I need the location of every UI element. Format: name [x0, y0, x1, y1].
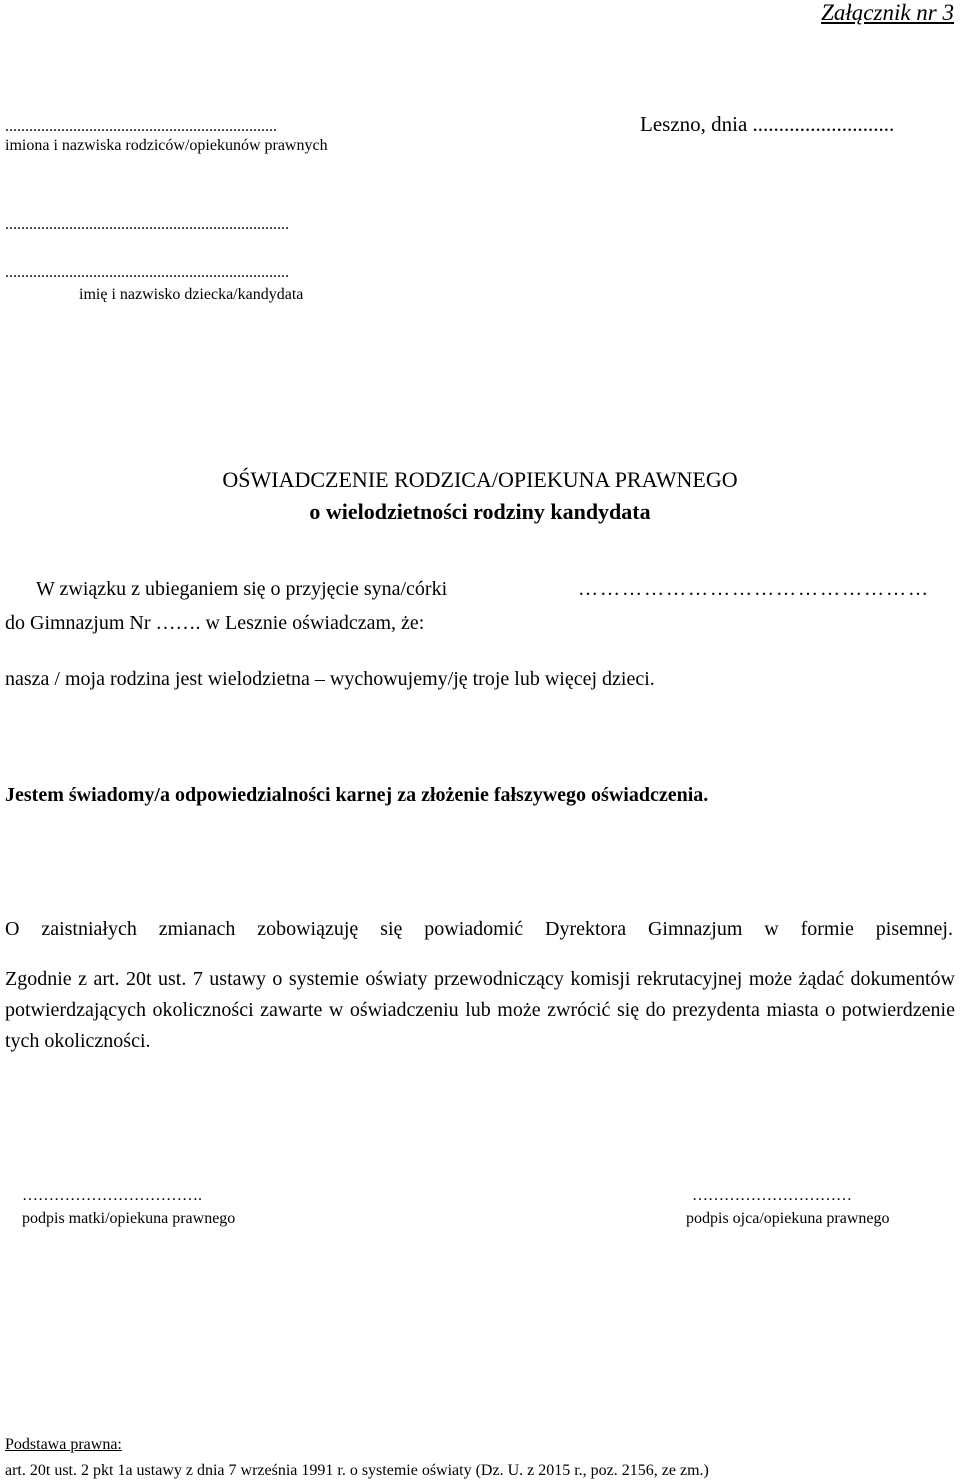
mother-signature-label: podpis matki/opiekuna prawnego	[22, 1210, 236, 1227]
father-signature-dots: …………………………	[692, 1187, 852, 1204]
child-dots-2: .......................................................................	[5, 264, 289, 281]
statement-line-3: nasza / moja rodzina jest wielodzietna – wychowujemy/ję troje lub więcej dzieci.	[5, 668, 655, 690]
statement-line-2: do Gimnazjum Nr ……. w Lesznie oświadczam, że:	[5, 612, 425, 634]
annex-label: Załącznik nr 3	[821, 0, 954, 25]
father-signature-label: podpis ojca/opiekuna prawnego	[686, 1210, 890, 1227]
parents-caption: imiona i nazwiska rodziców/opiekunów prawnych	[5, 137, 328, 154]
notify-statement: O zaistniałych zmianach zobowiązuję się powiadomić Dyrektora Gimnazjum w formie pisemnej.	[5, 918, 953, 940]
awareness-statement: Jestem świadomy/a odpowiedzialności karnej za złożenie fałszywego oświadczenia.	[5, 784, 709, 806]
legal-basis-label: Podstawa prawna:	[5, 1436, 122, 1453]
legal-note: Zgodnie z art. 20t ust. 7 ustawy o systemie oświaty przewodniczący komisji rekrutacyjnej może żądać dokumentów potwierdzających okoliczności zawarte w oświadczeniu lub może zwrócić się do prezydenta miasta o potwierdzenie tych okoliczności.	[5, 968, 955, 1052]
legal-basis-text: art. 20t ust. 2 pkt 1a ustawy z dnia 7 września 1991 r. o systemie oświaty (Dz. U. z 2015 r., poz. 2156, ze zm.)	[5, 1462, 709, 1479]
child-dots-1: .......................................................................	[5, 216, 289, 233]
document-subtitle: o wielodzietności rodziny kandydata	[309, 499, 651, 524]
child-caption: imię i nazwisko dziecka/kandydata	[79, 286, 304, 303]
statement-line-1: W związku z ubieganiem się o przyjęcie syna/córki	[36, 578, 448, 600]
mother-signature-dots: …………………………….	[22, 1187, 202, 1204]
statement-line-1-fill: …………………………………………	[578, 578, 930, 600]
place-date: Leszno, dnia ...........................	[640, 112, 895, 136]
parents-dots: ....................................................................	[5, 118, 277, 135]
document-title: OŚWIADCZENIE RODZICA/OPIEKUNA PRAWNEGO	[222, 467, 738, 492]
